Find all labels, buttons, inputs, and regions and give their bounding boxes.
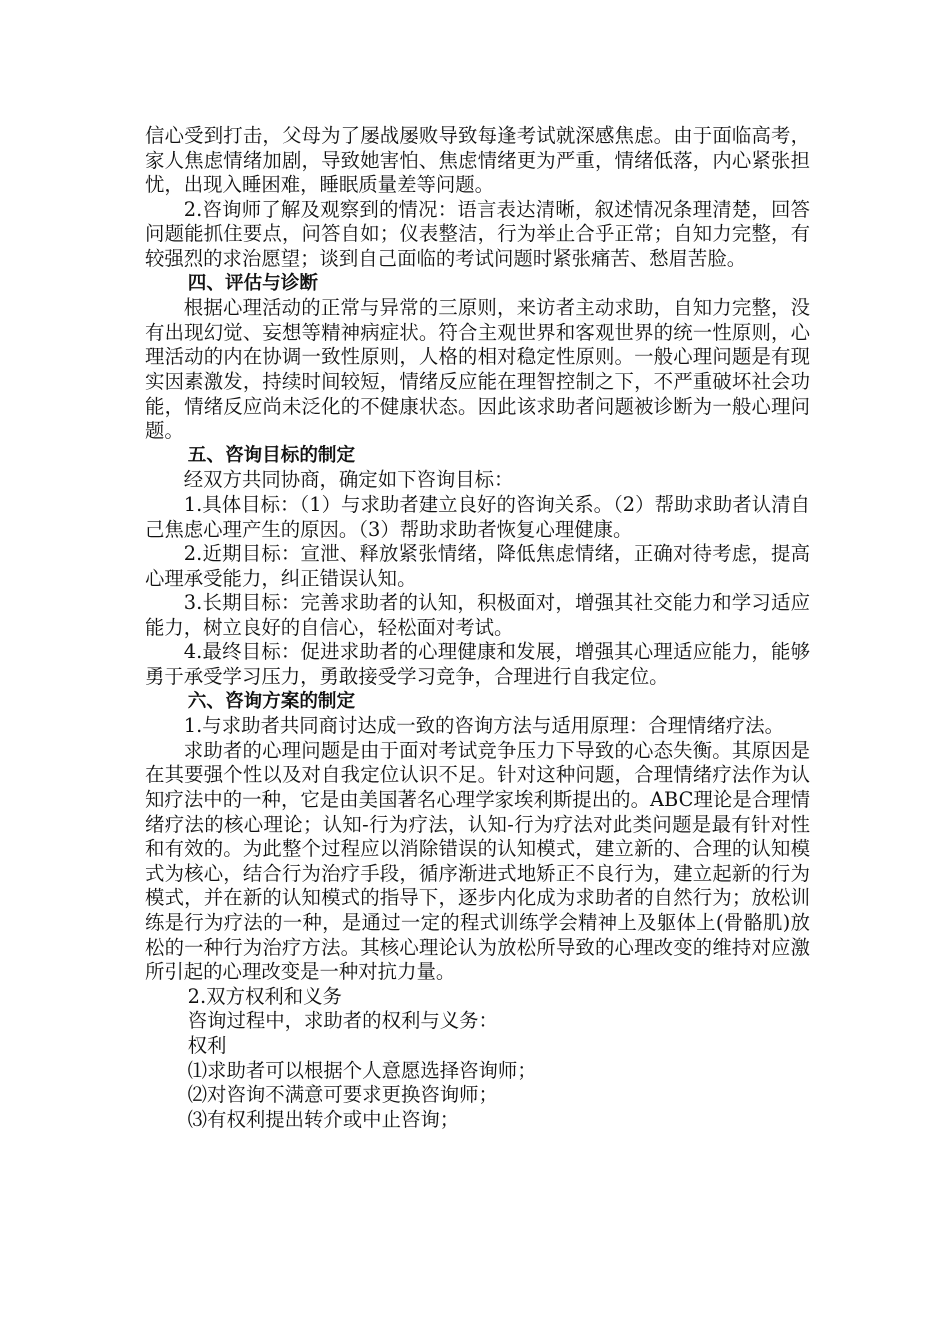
list-line: ⑵对咨询不满意可要求更换咨询师； [187,1083,498,1107]
section-heading: 五、咨询目标的制定 [187,444,356,466]
list-line: 咨询过程中，求助者的权利与义务： [187,1009,498,1033]
body-paragraph: 1.与求助者共同商讨达成一致的咨询方法与适用原理：合理情绪疗法。 [183,714,785,738]
body-paragraph: 3.长期目标：完善求助者的认知，积极面对，增强其社交能力和学习适应能力，树立良好的自信心，轻松面对考试。 [145,591,810,639]
body-paragraph: 求助者的心理问题是由于面对考试竞争压力下导致的心态失衡。其原因是在其要强个性以及对自我定位认识不足。针对这种问题，合理情绪疗法作为认知疗法中的一种，它是由美国著名心理学家埃利斯提出的。ABC理论是合理情绪疗法的核心理论；认知-行为疗法，认知-行为疗法对此类问题是最有针对性和有效的。为此整个过程应以消除错误的认知模式，建立新的、合理的认知模式为核心，结合行为治疗手段，循序渐进式地矫正不良行为，建立起新的行为模式，并在新的认知模式的指导下，逐步内化成为求助者的自然行为；放松训练是行为疗法的一种，是通过一定的程式训练学会精神上及躯体上(骨骼肌)放松的一种行为治疗方法。其核心理论认为放松所导致的心理改变的维持对应激所引起的心理改变是一种对抗力量。 [145,738,810,984]
body-paragraph: 信心受到打击，父母为了屡战屡败导致每逢考试就深感焦虑。由于面临高考，家人焦虑情绪加剧，导致她害怕、焦虑情绪更为严重，情绪低落，内心紧张担忧，出现入睡困难，睡眠质量差等问题。 [145,124,810,197]
list-line: 权利 [187,1033,227,1057]
body-paragraph: 2.咨询师了解及观察到的情况：语言表达清晰，叙述情况条理清楚，回答问题能抓住要点，问答自如；仪表整洁，行为举止合乎正常；自知力完整，有较强烈的求治愿望；谈到自己面临的考试问题时紧张痛苦、愁眉苦脸。 [145,197,810,270]
body-paragraph: 4.最终目标：促进求助者的心理健康和发展，增强其心理适应能力，能够勇于承受学习压力，勇敢接受学习竞争，合理进行自我定位。 [145,640,810,689]
body-paragraph: 2.近期目标：宣泄、释放紧张情绪，降低焦虑情绪，正确对待考虑，提高心理承受能力，纠正错误认知。 [145,542,810,590]
list-line: 2.双方权利和义务 [187,984,342,1008]
document-page [145,124,810,1132]
section-heading: 四、评估与诊断 [187,272,318,294]
body-paragraph: 根据心理活动的正常与异常的三原则，来访者主动求助，自知力完整，没有出现幻觉、妄想等精神病症状。符合主观世界和客观世界的统一性原则，心理活动的内在协调一致性原则，人格的相对稳定性原则。一般心理问题是有现实因素激发，持续时间较短，情绪反应能在理智控制之下，不严重破坏社会功能，情绪反应尚未泛化的不健康状态。因此该求助者问题被诊断为一般心理问题。 [145,296,810,443]
list-line: ⑴求助者可以根据个人意愿选择咨询师； [187,1058,537,1082]
body-paragraph: 经双方共同协商，确定如下咨询目标： [183,468,514,492]
body-paragraph: 1.具体目标：（1）与求助者建立良好的咨询关系。（2）帮助求助者认清自己焦虑心理产生的原因。（3）帮助求助者恢复心理健康。 [145,492,810,541]
section-heading: 六、咨询方案的制定 [187,690,356,712]
list-line: ⑶有权利提出转介或中止咨询； [187,1107,460,1131]
